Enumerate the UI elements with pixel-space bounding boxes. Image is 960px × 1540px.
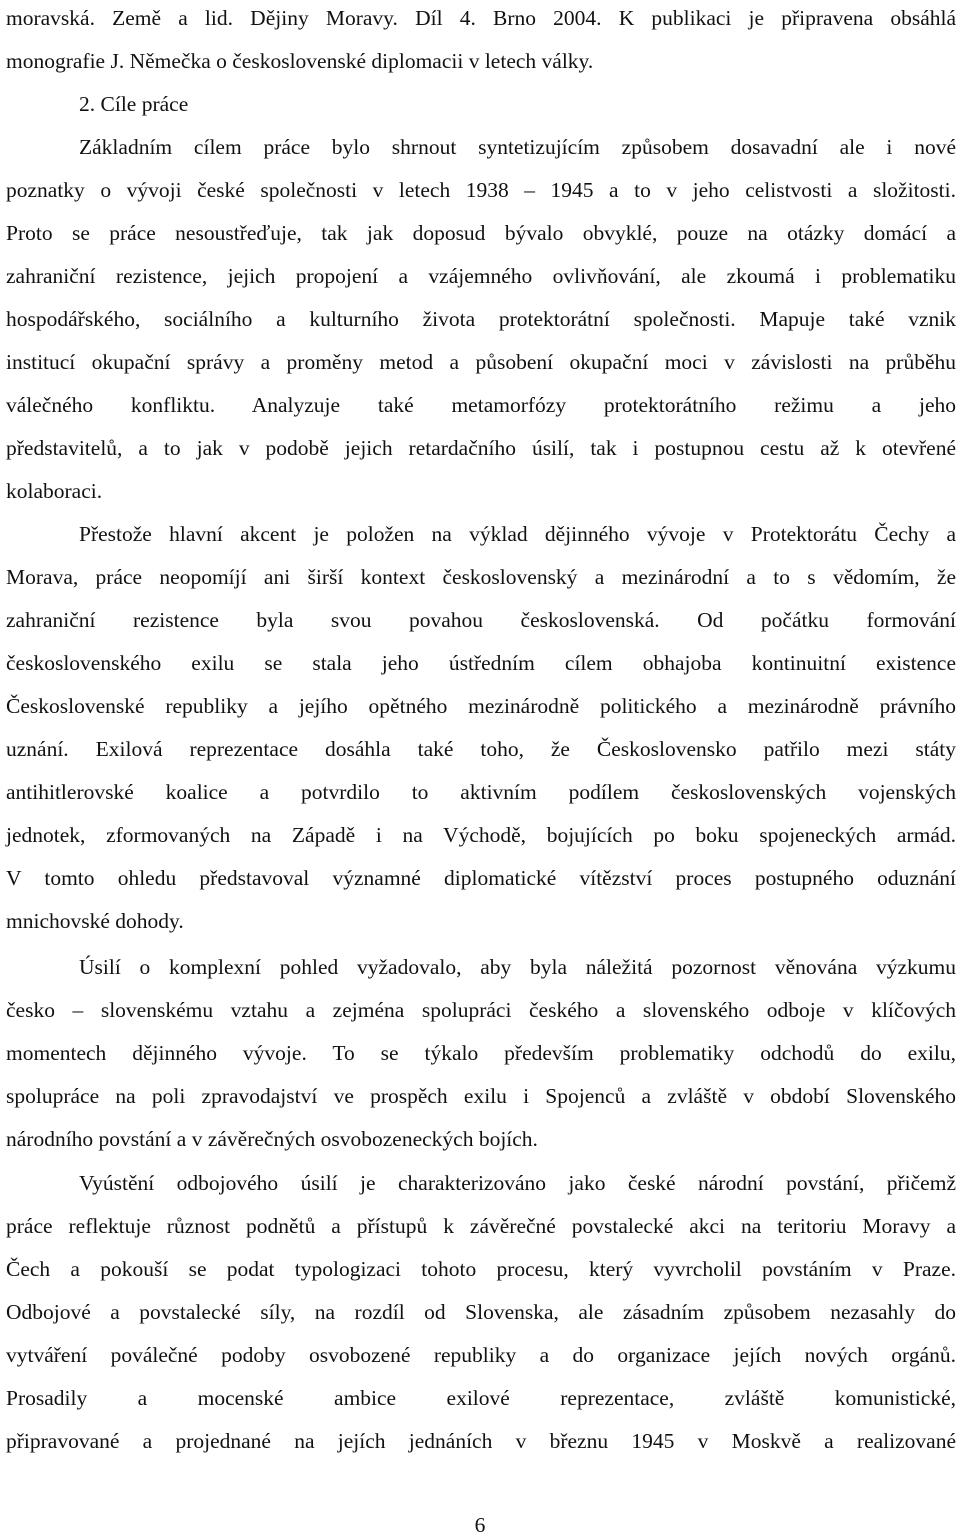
text-line: V tomto ohledu představoval významné diplomatické vítězství proces postupného oduznání (6, 866, 956, 890)
text-line: Prosadily a mocenské ambice exilové reprezentace, zvláště komunistické, (6, 1386, 956, 1410)
text-line: zahraniční rezistence, jejich propojení a vzájemného ovlivňování, ale zkoumá i problematiku (6, 264, 956, 288)
text-line: moravská. Země a lid. Dějiny Moravy. Díl 4. Brno 2004. K publikaci je připravena obsáhlá (6, 6, 956, 30)
text-line: Odbojové a povstalecké síly, na rozdíl od Slovenska, ale zásadním způsobem nezasahly do (6, 1300, 956, 1324)
text-line: vytváření poválečné podoby osvobozené republiky a do organizace jejích nových orgánů. (6, 1343, 956, 1367)
text-line: antihitlerovské koalice a potvrdilo to aktivním podílem československých vojenských (6, 780, 956, 804)
text-line: česko – slovenskému vztahu a zejména spolupráci českého a slovenského odboje v klíčových (6, 998, 956, 1022)
text-line: jednotek, zformovaných na Západě i na Východě, bojujících po boku spojeneckých armád. (6, 823, 956, 847)
text-line: hospodářského, sociálního a kulturního života protektorátní společnosti. Mapuje také vznik (6, 307, 956, 331)
text-line: válečného konfliktu. Analyzuje také metamorfózy protektorátního režimu a jeho (6, 393, 956, 417)
text-line: práce reflektuje různost podnětů a přístupů k závěrečné povstalecké akci na teritoriu Moravy a (6, 1214, 956, 1238)
text-line: zahraniční rezistence byla svou povahou československá. Od počátku formování (6, 608, 956, 632)
text-line: Morava, práce neopomíjí ani širší kontext československý a mezinárodní a to s vědomím, že (6, 565, 956, 589)
text-line: Přestože hlavní akcent je položen na výklad dějinného vývoje v Protektorátu Čechy a (79, 522, 956, 546)
text-line: Úsilí o komplexní pohled vyžadovalo, aby byla náležitá pozornost věnována výzkumu (79, 955, 956, 979)
text-line: Československé republiky a jejího opětného mezinárodně politického a mezinárodně právního (6, 694, 956, 718)
text-line: mnichovské dohody. (6, 909, 184, 933)
text-line: představitelů, a to jak v podobě jejich retardačního úsilí, tak i postupnou cestu až k otevřené (6, 436, 956, 460)
text-line: uznání. Exilová reprezentace dosáhla také toho, že Československo patřilo mezi státy (6, 737, 956, 761)
text-line: spolupráce na poli zpravodajství ve prospěch exilu i Spojenců a zvláště v období Slovenského (6, 1084, 956, 1108)
text-line: československého exilu se stala jeho ústředním cílem obhajoba kontinuitní existence (6, 651, 956, 675)
text-line: Proto se práce nesoustřeďuje, tak jak doposud bývalo obvyklé, pouze na otázky domácí a (6, 221, 956, 245)
text-line: kolaboraci. (6, 479, 103, 503)
text-line: Čech a pokouší se podat typologizaci tohoto procesu, který vyvrcholil povstáním v Praze. (6, 1257, 956, 1281)
text-line: Vyústění odbojového úsilí je charakterizováno jako české národní povstání, přičemž (79, 1171, 956, 1195)
text-line: momentech dějinného vývoje. To se týkalo především problematiky odchodů do exilu, (6, 1041, 956, 1065)
page-number: 6 (474, 1513, 486, 1537)
section-heading: 2. Cíle práce (79, 92, 189, 116)
text-line: monografie J. Němečka o československé diplomacii v letech války. (6, 49, 594, 73)
text-line: připravované a projednané na jejích jednáních v březnu 1945 v Moskvě a realizované (6, 1429, 956, 1453)
text-line: Základním cílem práce bylo shrnout syntetizujícím způsobem dosavadní ale i nové (79, 135, 956, 159)
text-line: národního povstání a v závěrečných osvobozeneckých bojích. (6, 1127, 538, 1151)
text-line: poznatky o vývoji české společnosti v letech 1938 – 1945 a to v jeho celistvosti a složitosti. (6, 178, 956, 202)
text-line: institucí okupační správy a proměny metod a působení okupační moci v závislosti na průběhu (6, 350, 956, 374)
